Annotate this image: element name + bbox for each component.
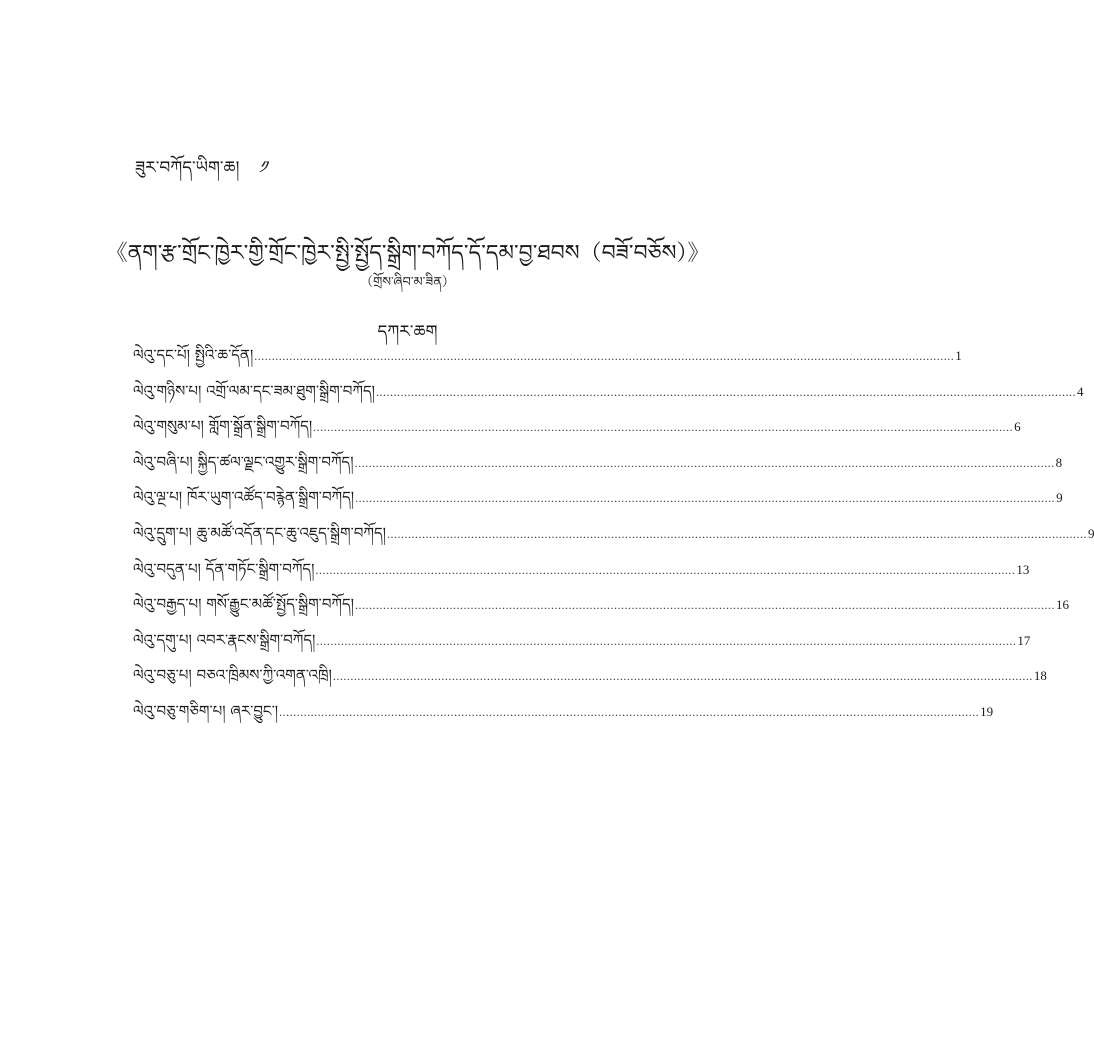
toc-entry-page: 18 (1033, 668, 1047, 684)
toc-entry-page: 8 (1055, 454, 1063, 470)
toc-entry-label: ལེའུ་བཞི་པ། སྐྱིད་ཚལ་ལྗང་འགྱུར་སྒྲིག་བཀོད། (133, 452, 354, 471)
toc-entry-label: ལེའུ་བཅུ་པ། བཅའ་ཁྲིམས་ཀྱི་འགན་འཁྲི། (133, 666, 332, 685)
dot-leader: ........................................................................................................................................................................................................ (313, 420, 1014, 435)
dot-leader: ........................................................................................................................................................................................................ (386, 526, 1087, 541)
toc-entry[interactable] (133, 480, 1063, 516)
toc-entry[interactable] (133, 374, 1084, 410)
toc-entry-page: 16 (1056, 597, 1070, 613)
dot-leader: ........................................................................................................................................................................................................ (354, 455, 1055, 470)
toc-entry-label: ལེའུ་གཉིས་པ། འགྲོ་ལམ་དང་ཟམ་ཐུག་སྒྲིག་བཀོད། (133, 381, 375, 400)
dot-leader: ........................................................................................................................................................................................................ (315, 562, 1016, 577)
toc-entry-label: ལེའུ་དྲུག་པ། ཆུ་མཚོ་འདོན་དང་ཆུ་འཇུད་སྒྲིག་བཀོད། (133, 523, 386, 542)
toc-entry-label: ལེའུ་གསུམ་པ། གློག་སྒྲོན་སྒྲིག་བཀོད། (133, 417, 313, 436)
toc-entry-page: 13 (1016, 561, 1030, 577)
toc-entry[interactable] (133, 658, 1047, 694)
running-title: ཟུར་བཀོད་ཡིག་ཆ། (135, 158, 240, 178)
page-number: ༡ (258, 158, 268, 178)
dot-leader: ........................................................................................................................................................................................................ (355, 598, 1056, 613)
document-subtitle: （གྲོས་ཞིབ་མ་ཟིན） (360, 275, 455, 290)
dot-leader: ........................................................................................................................................................................................................ (355, 491, 1056, 506)
toc-entry[interactable] (133, 587, 1070, 623)
toc-entry[interactable] (133, 409, 1021, 445)
running-header (135, 148, 267, 196)
toc-entry-label: ལེའུ་བདུན་པ། དོན་གཏོང་སྒྲིག་བཀོད། (133, 559, 315, 578)
toc-entry-label: ལེའུ་ལྔ་པ། ཁོར་ཡུག་འཚོད་བརྙེན་སྒྲིག་བཀོད། (133, 488, 355, 507)
toc-entry[interactable] (133, 338, 962, 374)
dot-leader: ........................................................................................................................................................................................................ (316, 633, 1017, 648)
dot-leader: ........................................................................................................................................................................................................ (332, 669, 1033, 684)
toc-entry-page: 17 (1017, 632, 1031, 648)
toc-entry-label: ལེའུ་བཅུ་གཅིག་པ། ཞར་བྱུང་། (133, 701, 279, 720)
toc-heading: དཀར་ཆག (377, 322, 438, 342)
toc-entry-page: 4 (1077, 383, 1084, 399)
toc-entry-page: 9 (1056, 490, 1063, 506)
toc-entry[interactable] (133, 516, 1094, 552)
toc-entry-label: ལེའུ་དགུ་པ། འབར་རྣངས་སྒྲིག་བཀོད། (133, 630, 316, 649)
dot-leader: ........................................................................................................................................................................................................ (279, 704, 980, 719)
dot-leader: ........................................................................................................................................................................................................ (376, 384, 1076, 399)
toc-entry-page: 9 (1087, 525, 1094, 541)
dot-leader: ........................................................................................................................................................................................................ (254, 349, 955, 363)
toc-entry-page: 19 (980, 703, 994, 719)
toc-entry[interactable] (133, 552, 1030, 588)
table-of-contents (133, 338, 1094, 730)
toc-entry-label: ལེའུ་དང་པོ། སྤྱིའི་ཆ་དོན། (133, 346, 254, 364)
document-title: 《ནག་རྩ་གྲོང་ཁྱེར་གྱི་གྲོང་ཁྱེར་སྤྱི་སྤྱོད་སྒྲིག་བཀོད་དོ་དམ་བྱ་ཐབས（བཟོ་བཅོས）》 (105, 241, 710, 266)
toc-entry[interactable] (133, 445, 1063, 481)
toc-entry-page: 1 (955, 348, 962, 363)
toc-entry[interactable] (133, 623, 1031, 659)
toc-entry[interactable] (133, 694, 994, 730)
toc-entry-page: 6 (1014, 419, 1021, 435)
toc-entry-label: ལེའུ་བརྒྱད་པ། གསོ་རྒྱུང་མཚོ་སྤྱོད་སྒྲིག་བཀོད། (133, 595, 355, 614)
